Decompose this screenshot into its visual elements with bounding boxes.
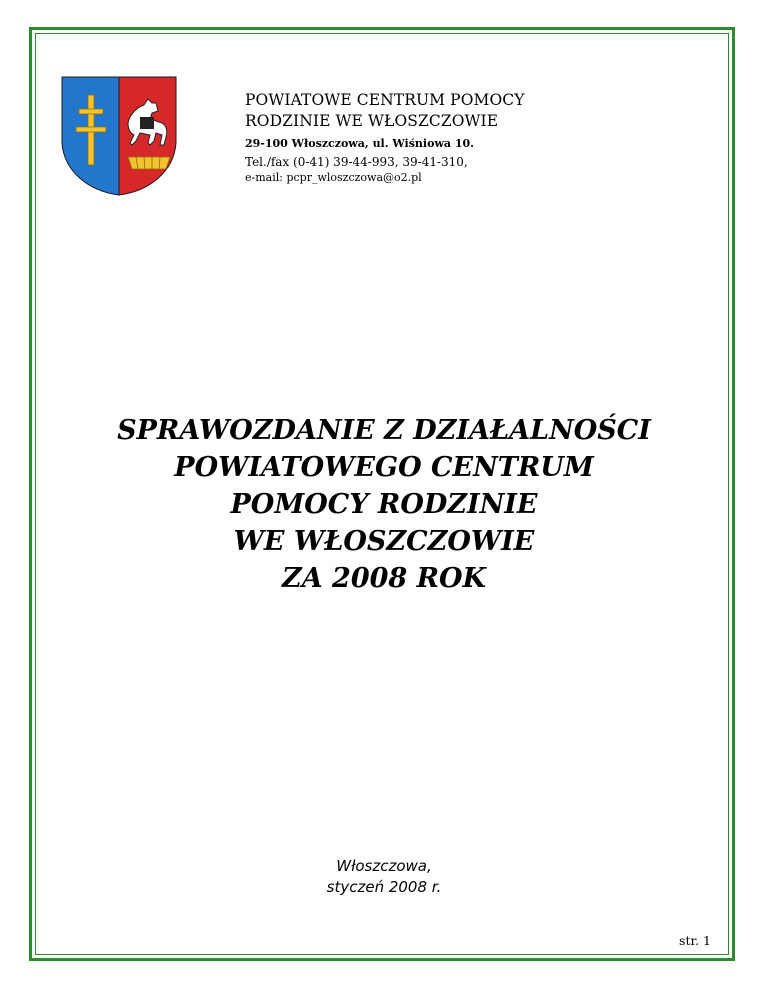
title-line1: SPRAWOZDANIE Z DZIAŁALNOŚCI xyxy=(117,415,651,446)
coat-of-arms-icon xyxy=(58,73,180,199)
document-date: styczeń 2008 r. xyxy=(326,878,442,896)
organization-header xyxy=(245,90,645,185)
page-number: str. 1 xyxy=(679,933,711,948)
title-line2: POWIATOWEGO CENTRUM xyxy=(174,452,594,483)
organization-name-line2: RODZINIE WE WŁOSZCZOWIE xyxy=(245,112,499,130)
title-line3: POMOCY RODZINIE xyxy=(230,489,538,520)
organization-address: 29-100 Włoszczowa, ul. Wiśniowa 10. xyxy=(245,137,475,150)
organization-email: e-mail: pcpr_wloszczowa@o2.pl xyxy=(245,171,422,184)
place-name: Włoszczowa, xyxy=(336,857,432,875)
document-title xyxy=(60,412,708,597)
title-line4: WE WŁOSZCZOWIE xyxy=(233,526,535,557)
place-and-date xyxy=(240,856,528,898)
organization-name-line1: POWIATOWE CENTRUM POMOCY xyxy=(245,91,525,109)
title-line5: ZA 2008 ROK xyxy=(281,563,487,594)
organization-phone: Tel./fax (0-41) 39-44-993, 39-41-310, xyxy=(245,155,468,169)
